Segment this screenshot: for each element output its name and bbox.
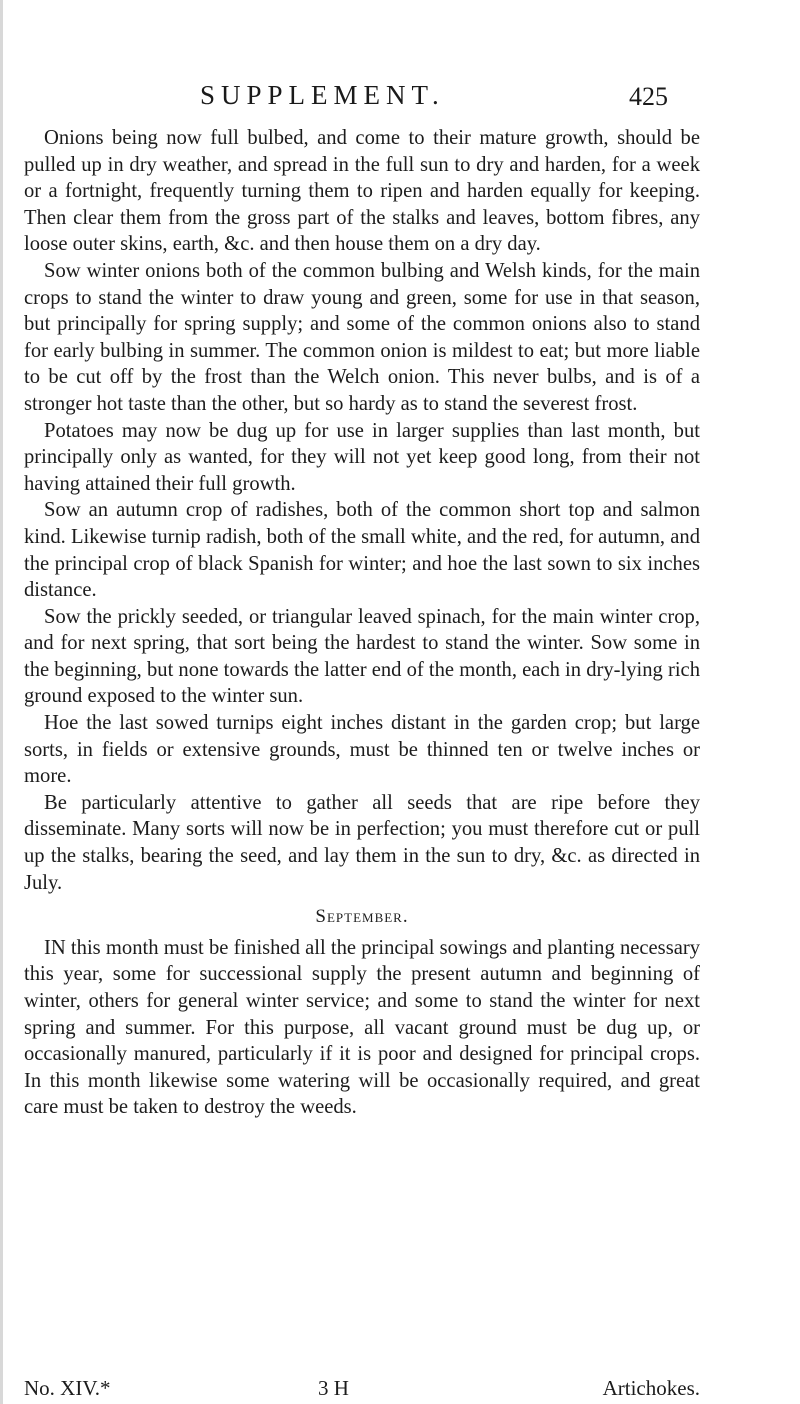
folio-mark: 3 H [318, 1376, 349, 1400]
page-edge [0, 0, 3, 1404]
paragraph-potatoes: Potatoes may now be dug up for use in larger supplies than last month, but principally only as wanted, for they will not yet keep good long, from their not having attained their full growth. [24, 419, 700, 495]
page-footer [24, 1376, 700, 1404]
paragraph-turnips: Hoe the last sowed turnips eight inches distant in the garden crop; but large sorts, in fields or extensive grounds, must be thinned ten or twelve inches or more. [24, 712, 700, 788]
running-head: SUPPLEMENT. [200, 80, 445, 110]
paragraph-winter-onions: Sow winter onions both of the common bulbing and Welsh kinds, for the main crops to stand the winter to draw young and green, some for use in that season, but principally for spring supply; and some of the common onions also to stand for early bulbing in summer. The common onion is mildest to eat; but more liable to be cut off by the frost than the Welch onion. This never bulbs, and is of a stronger hot taste than the other, but so hardy as to stand the severest frost. [24, 259, 700, 415]
page-header [0, 80, 800, 120]
section-heading: September. [315, 906, 409, 928]
paragraph-spinach: Sow the prickly seeded, or triangular leaved spinach, for the main winter crop, and for next spring, that sort being the hardest to stand the winter. Sow some in the beginning, but none towards the latter end of the month, each in dry-lying rich ground exposed to the winter sun. [24, 605, 700, 708]
paragraph-onions: Onions being now full bulbed, and come to their mature growth, should be pulled up in dry weather, and spread in the full sun to dry and harden, for a week or a fortnight, frequently turning them to ripen and harden equally for keeping. Then clear them from the gross part of the stalks and leaves, bottom fibres, any loose outer skins, earth, &c. and then house them on a dry day. [24, 127, 700, 256]
paragraph-seeds: Be particularly attentive to gather all seeds that are ripe before they disseminate. Many sorts will now be in perfection; you must therefore cut or pull up the stalks, bearing the seed, and lay them in the sun to dry, &c. as directed in July. [24, 791, 700, 894]
paragraph-radishes: Sow an autumn crop of radishes, both of the common short top and salmon kind. Likewise turnip radish, both of the small white, and the red, for autumn, and the principal crop of black Spanish for winter; and hoe the last sown to six inches distance. [24, 499, 700, 602]
signature-mark: No. XIV.* [24, 1376, 111, 1400]
body-text [24, 125, 700, 1121]
catchword: Artichokes. [602, 1376, 700, 1400]
page-number: 425 [629, 82, 668, 111]
paragraph-september: IN this month must be finished all the principal sowings and planting necessary this year, some for successional supply the present autumn and beginning of winter, others for general winter service; and some to stand the winter for next spring and summer. For this purpose, all vacant ground must be dug up, or occasionally manured, particularly if it is poor and designed for principal crops. In this month likewise some watering will be occasionally required, and great care must be taken to destroy the weeds. [24, 936, 700, 1119]
